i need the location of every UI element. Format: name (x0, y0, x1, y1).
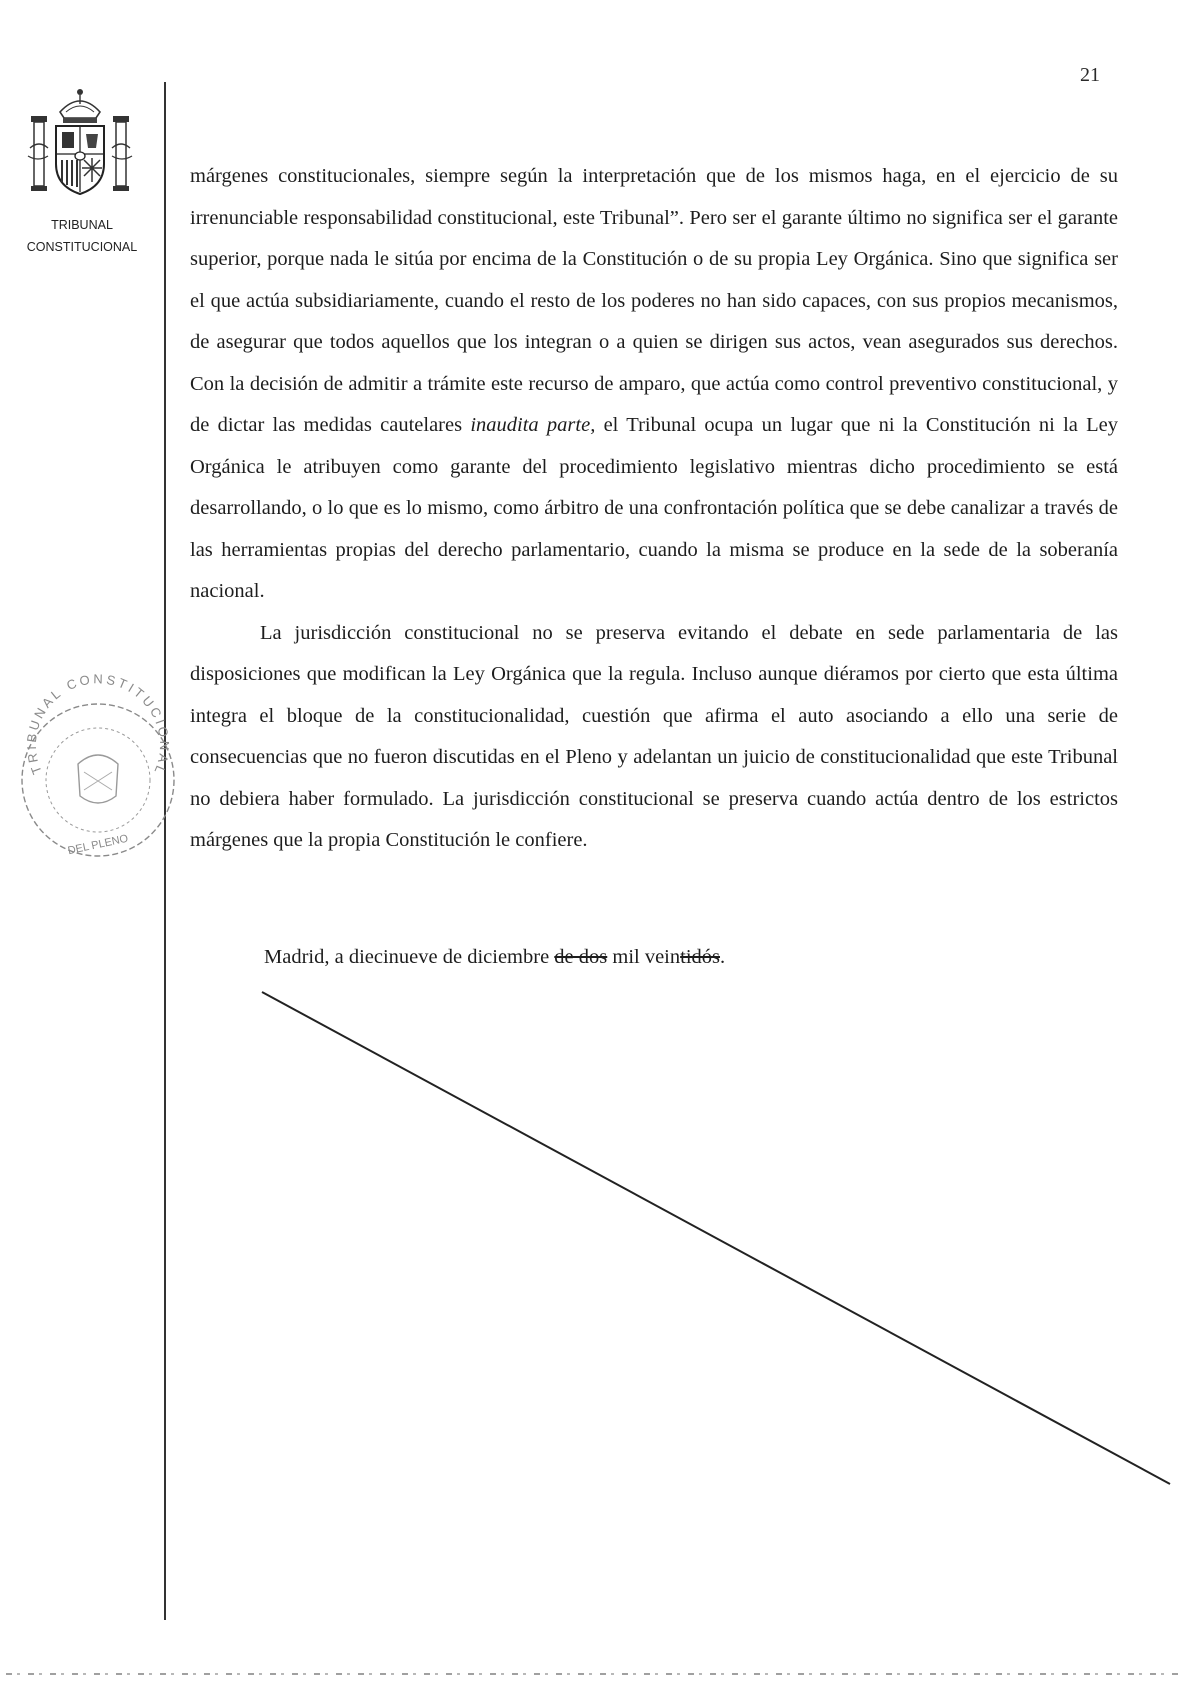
page-number: 21 (1080, 64, 1100, 86)
svg-text:TRIBUNAL CONSTITUCIONAL: TRIBUNAL CONSTITUCIONAL (23, 672, 173, 779)
institution-name (14, 214, 150, 258)
svg-text:DEL PLENO: DEL PLENO (66, 832, 130, 858)
closing-text-1: Madrid, a diecinueve de diciembre (264, 946, 555, 968)
struck-text-2: tidós (680, 946, 721, 968)
closing-text-2: mil vein (607, 946, 681, 968)
closing-text-3: . (720, 946, 726, 968)
paragraph-1-text-a: márgenes constitucionales, siempre según la interpretación que de los mismos haga, en el ejercicio de su irrenunciable responsabilidad constitucional, este Tribunal”. Pero ser el garante último no significa ser el garante superior, porque nada le sitúa por encima de la Constitución o de su propia Ley Orgánica. Sino que significa ser el que actúa subsidiariamente, cuando el resto de los poderes no han sido capaces, con sus propios mecanismos, de asegurar que todos aquellos que los integran o a quien se dirigen sus actos, vean asegurados sus derechos. Con la decisión de admitir a trámite este recurso de amparo, que actúa como control preventivo constitucional, y de dictar las medidas cautelares (190, 165, 1118, 436)
official-seal-stamp (12, 672, 184, 872)
latin-phrase: inaudita parte, (470, 414, 596, 436)
institution-line-1: TRIBUNAL (51, 218, 113, 232)
institution-line-2: CONSTITUCIONAL (26, 240, 138, 254)
struck-text-1: de dos (554, 946, 608, 968)
paragraph-1 (190, 156, 1118, 613)
paragraph-2: La jurisdicción constitucional no se preserva evitando el debate en sede parlamentaria de las disposiciones que modifican la Ley Orgánica que la regula. Incluso aunque diéramos por cierto que esta última integra el bloque de la constitucionalidad, cuestión que afirma el auto asociando a ello una serie de consecuencias que no fueron discutidas en el Pleno y adelantan un juicio de constitucionalidad que este Tribunal no debiera haber formulado. La jurisdicción constitucional se preserva cuando actúa dentro de los estrictos márgenes que la propia Constitución le confiere. (190, 621, 1118, 851)
scan-edge-artifact (6, 1673, 1182, 1675)
coat-of-arms-icon (26, 82, 134, 204)
document-body (190, 156, 1118, 862)
closing-date-line (264, 942, 725, 972)
paragraph-1-text-b: el Tribunal ocupa un lugar que ni la Constitución ni la Ley Orgánica le atribuyen como garante del procedimiento legislativo mientras dicho procedimiento se está desarrollando, o lo que es lo mismo, como árbitro de una confrontación política que se debe canalizar a través de las herramientas propias del derecho parlamentario, cuando la misma se produce en la sede de la soberanía nacional. (190, 414, 1119, 602)
